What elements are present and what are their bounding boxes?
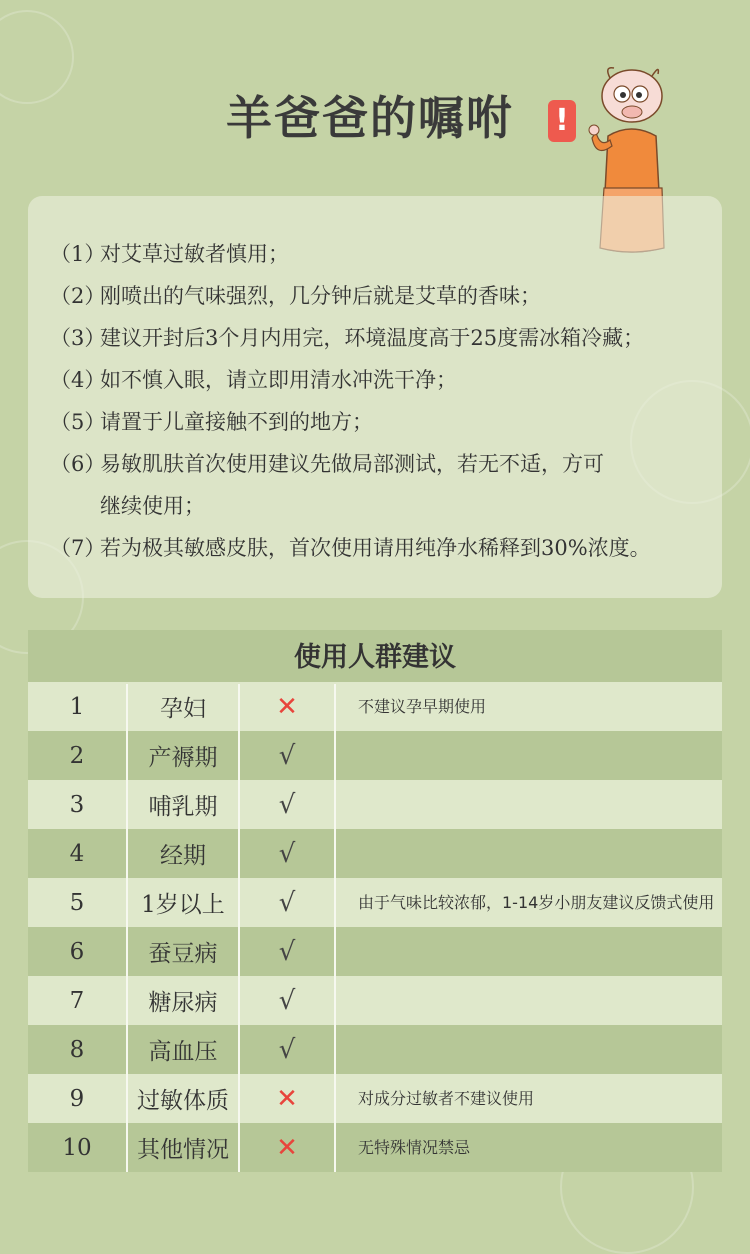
row-note: 无特殊情况禁忌 (358, 1138, 471, 1157)
row-number: 8 (69, 1036, 85, 1063)
cross-icon: ✕ (276, 1132, 298, 1163)
group-name: 其他情况 (137, 1137, 229, 1163)
group-name: 1岁以上 (141, 892, 225, 918)
row-note (336, 780, 716, 829)
suitability-table (28, 630, 722, 1172)
row-note (336, 927, 716, 976)
table-row (28, 682, 722, 731)
row-number: 3 (69, 791, 85, 818)
table-header: 使用人群建议 (28, 630, 722, 682)
row-number: 5 (69, 889, 85, 916)
column-divider (238, 684, 240, 1172)
table-row (28, 731, 722, 780)
note-item: （1）对艾草过敏者慎用； (50, 242, 289, 266)
column-divider (334, 684, 336, 1172)
check-icon: √ (278, 887, 296, 918)
row-number: 7 (69, 987, 85, 1014)
table-row (28, 829, 722, 878)
note-item: （4）如不慎入眼，请立即用清水冲洗干净； (50, 368, 457, 392)
exclamation-icon: ! (548, 100, 576, 142)
row-note (336, 829, 716, 878)
table-row (28, 1074, 722, 1123)
note-item-continuation: 继续使用； (100, 494, 205, 518)
row-note (336, 731, 716, 780)
group-name: 哺乳期 (148, 794, 218, 820)
row-note: 由于气味比较浓郁，1-14岁小朋友建议反馈式使用 (358, 893, 715, 912)
table-body (28, 682, 722, 1172)
row-note (336, 1025, 716, 1074)
row-number: 2 (69, 742, 85, 769)
row-note: 对成分过敏者不建议使用 (358, 1089, 535, 1108)
check-icon: √ (278, 985, 296, 1016)
table-row (28, 1025, 722, 1074)
group-name: 蚕豆病 (148, 941, 218, 967)
row-number: 10 (62, 1134, 92, 1161)
check-icon: √ (278, 838, 296, 869)
check-icon: √ (278, 1034, 296, 1065)
cross-icon: ✕ (276, 1083, 298, 1114)
table-row (28, 927, 722, 976)
note-item: （6）易敏肌肤首次使用建议先做局部测试，若无不适，方可 (50, 452, 604, 476)
group-name: 孕妇 (160, 696, 206, 722)
note-item: （5）请置于儿童接触不到的地方； (50, 410, 373, 434)
row-note: 不建议孕早期使用 (358, 697, 487, 716)
row-number: 9 (69, 1085, 85, 1112)
table-row (28, 1123, 722, 1172)
note-item: （7）若为极其敏感皮肤，首次使用请用纯净水稀释到30%浓度。 (50, 536, 651, 560)
table-row (28, 780, 722, 829)
group-name: 产褥期 (148, 745, 218, 771)
check-icon: √ (278, 936, 296, 967)
row-number: 6 (69, 938, 85, 965)
row-number: 4 (69, 840, 85, 867)
group-name: 经期 (160, 843, 206, 869)
notes-card (28, 196, 722, 598)
column-divider (126, 684, 128, 1172)
group-name: 糖尿病 (148, 990, 218, 1016)
note-item: （2）刚喷出的气味强烈，几分钟后就是艾草的香味； (50, 284, 541, 308)
page-title: 羊爸爸的嘱咐 (226, 91, 514, 145)
row-note (336, 976, 716, 1025)
group-name: 高血压 (148, 1039, 218, 1065)
group-name: 过敏体质 (137, 1088, 229, 1114)
row-number: 1 (69, 693, 85, 720)
table-row (28, 878, 722, 927)
cross-icon: ✕ (276, 691, 298, 722)
table-row (28, 976, 722, 1025)
check-icon: √ (278, 740, 296, 771)
note-item: （3）建议开封后3个月内用完，环境温度高于25度需冰箱冷藏； (50, 326, 645, 350)
check-icon: √ (278, 789, 296, 820)
